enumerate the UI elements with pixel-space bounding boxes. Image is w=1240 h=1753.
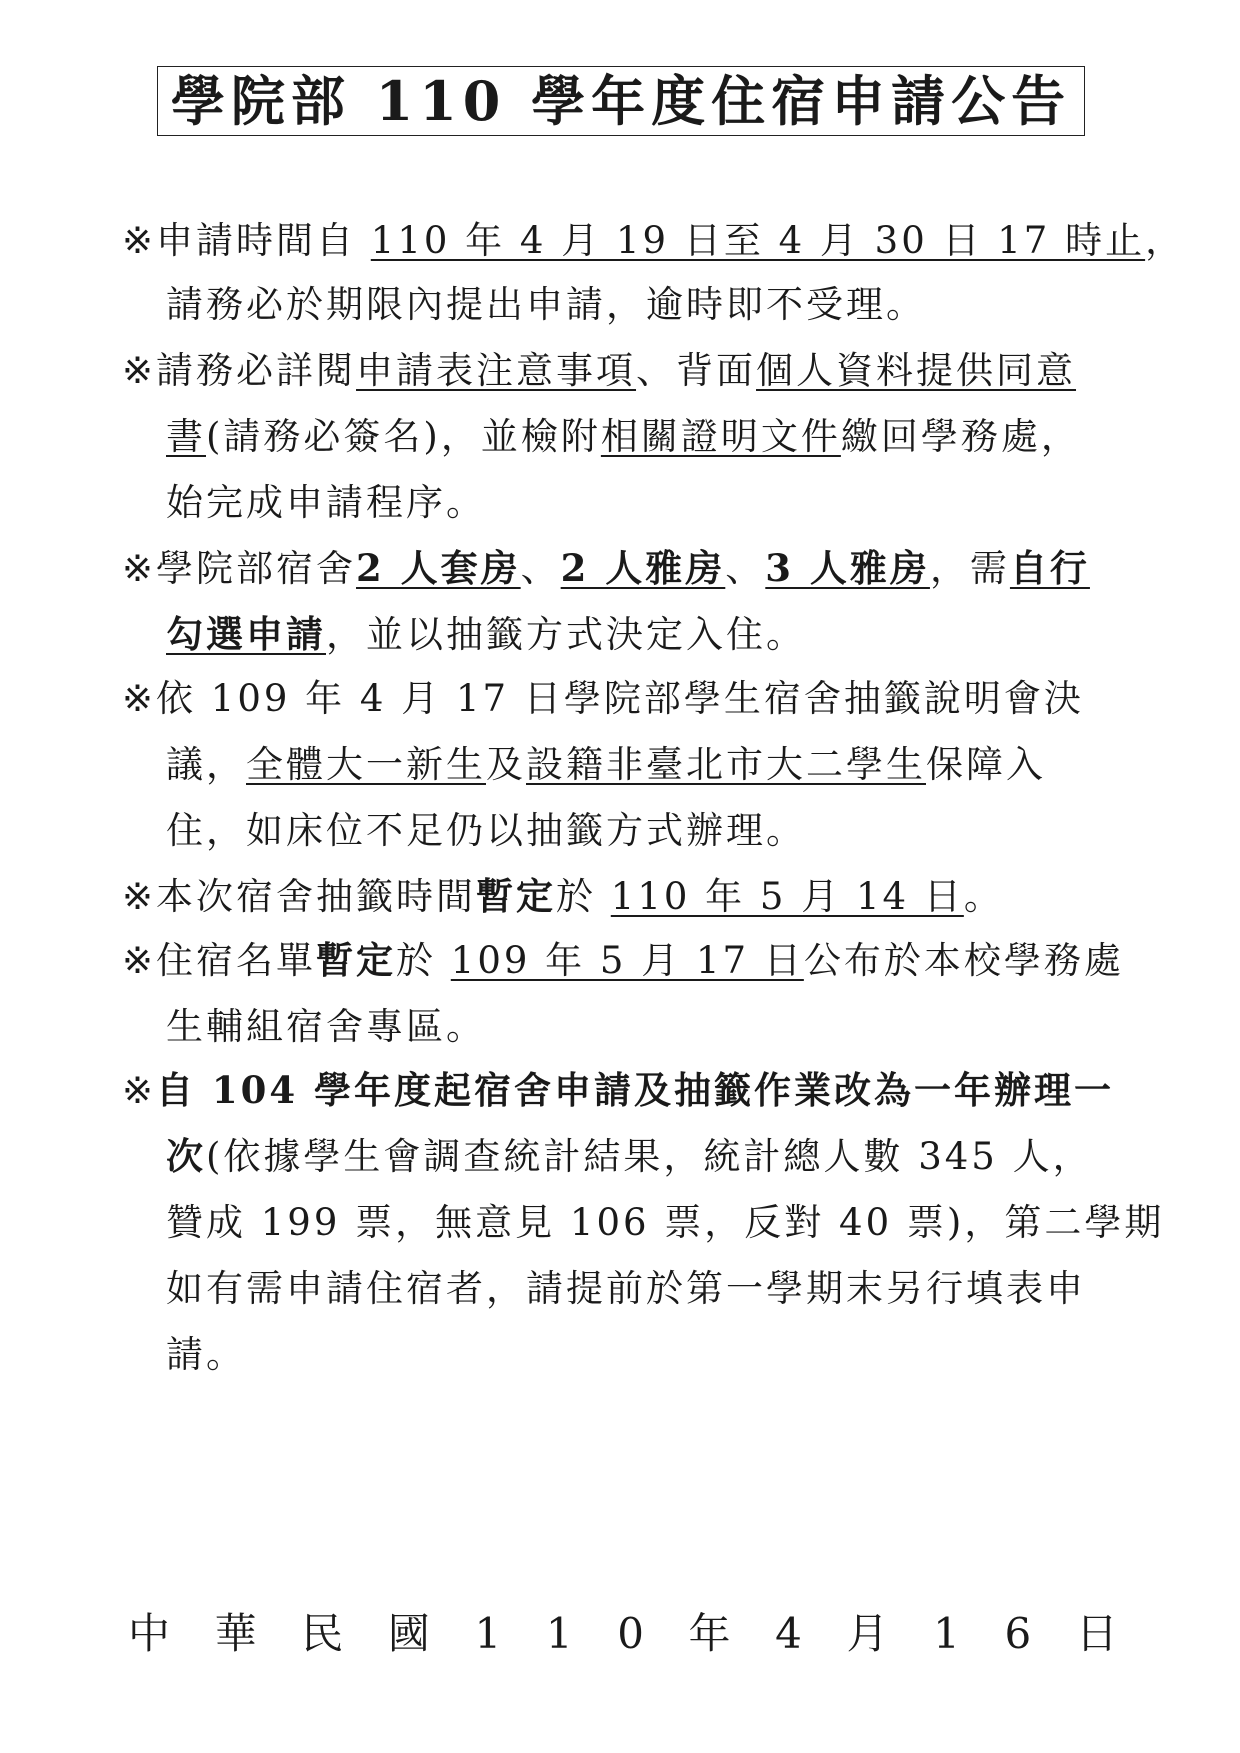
date-char: 民 bbox=[301, 1609, 344, 1658]
reference-mark: ※ bbox=[122, 677, 157, 720]
date-char: 1 bbox=[545, 1609, 573, 1658]
reference-mark: ※ bbox=[122, 875, 157, 918]
item-4-line-2 bbox=[166, 743, 1046, 786]
item-7-line-2 bbox=[166, 1134, 1093, 1178]
item-6-line-2 bbox=[166, 1005, 486, 1048]
text-segment: 、 bbox=[725, 547, 766, 590]
reference-mark: ※ bbox=[122, 349, 157, 392]
text-segment: 生輔組宿舍專區。 bbox=[166, 1005, 486, 1048]
text-segment: 。 bbox=[963, 875, 1004, 918]
item-2-line-1 bbox=[122, 349, 1077, 392]
text-segment: 及 bbox=[486, 743, 526, 786]
bold-text: 次 bbox=[166, 1134, 206, 1178]
text-segment: 贊成 199 票，無意見 106 票，反對 40 票)，第二學期 bbox=[166, 1201, 1165, 1244]
text-segment: 議， bbox=[166, 743, 246, 786]
text-segment: 依 109 年 4 月 17 日學院部學生宿舍抽籤說明會決 bbox=[156, 677, 1084, 720]
text-segment: 學院部宿舍 bbox=[156, 547, 357, 590]
text-segment: 本次宿舍抽籤時間 bbox=[156, 875, 477, 918]
text-segment: 住宿名單 bbox=[156, 939, 317, 982]
item-7-line-5 bbox=[166, 1333, 246, 1376]
item-6-line-1 bbox=[122, 938, 1124, 982]
text-segment: ，並以抽籤方式決定入住。 bbox=[326, 613, 806, 656]
item-3-line-2 bbox=[166, 612, 806, 656]
reference-mark: ※ bbox=[122, 547, 157, 590]
underlined-text: 書 bbox=[166, 415, 206, 458]
item-7-line-1 bbox=[122, 1068, 1115, 1112]
text-segment: 於 bbox=[396, 939, 451, 982]
reference-mark: ※ bbox=[122, 219, 157, 262]
reference-mark: ※ bbox=[122, 1069, 157, 1112]
title-box bbox=[157, 66, 1085, 136]
date-char: 月 bbox=[846, 1609, 889, 1658]
date-char: 4 bbox=[775, 1609, 802, 1658]
date-char: 中 bbox=[128, 1609, 171, 1658]
date-char: 華 bbox=[214, 1609, 257, 1658]
item-7-line-3 bbox=[166, 1201, 1165, 1244]
date-char: 6 bbox=[1004, 1609, 1032, 1658]
underlined-text: 2 人套房 bbox=[356, 546, 521, 590]
underlined-text: 2 人雅房 bbox=[560, 546, 726, 590]
text-segment: 請務必詳閱 bbox=[156, 349, 357, 392]
underlined-text: 相關證明文件 bbox=[600, 415, 841, 458]
text-segment: (請務必簽名)，並檢附 bbox=[206, 415, 601, 458]
item-3-line-1 bbox=[122, 546, 1090, 590]
date-char: 年 bbox=[688, 1609, 731, 1658]
text-segment: 住，如床位不足仍以抽籤方式辦理。 bbox=[166, 809, 806, 852]
item-1-line-2 bbox=[166, 283, 926, 326]
bold-text: 暫定 bbox=[476, 874, 557, 918]
text-segment: 於 bbox=[556, 875, 611, 918]
underlined-text: 110 年 5 月 14 日 bbox=[610, 875, 964, 918]
underlined-text: 勾選申請 bbox=[166, 612, 326, 656]
text-segment: 始完成申請程序。 bbox=[166, 481, 486, 524]
underlined-text: 申請表注意事項 bbox=[356, 349, 637, 392]
underlined-text: 個人資料提供同意 bbox=[756, 349, 1077, 392]
date-char: 0 bbox=[617, 1609, 644, 1658]
item-2-line-2 bbox=[166, 415, 1081, 458]
underlined-text: 110 年 4 月 19 日至 4 月 30 日 17 時止 bbox=[370, 219, 1146, 262]
page-title: 學院部 110 學年度住宿申請公告 bbox=[170, 69, 1072, 133]
item-5-line-1 bbox=[122, 874, 1004, 918]
item-2-line-3 bbox=[166, 481, 486, 524]
underlined-text: 自行 bbox=[1009, 546, 1090, 590]
text-segment: 公布於本校學務處 bbox=[803, 939, 1124, 982]
text-segment: ， bbox=[1145, 219, 1186, 262]
text-segment: 請務必於期限內提出申請，逾時即不受理。 bbox=[166, 283, 926, 326]
reference-mark: ※ bbox=[122, 939, 157, 982]
text-segment: 請。 bbox=[166, 1333, 246, 1376]
item-1-line-1 bbox=[122, 219, 1186, 262]
text-segment: (依據學生會調查統計結果，統計總人數 345 人， bbox=[206, 1135, 1093, 1178]
text-segment: 保障入 bbox=[926, 743, 1046, 786]
text-segment: 申請時間自 bbox=[156, 219, 371, 262]
text-segment: ，需 bbox=[929, 547, 1010, 590]
item-4-line-3 bbox=[166, 809, 806, 852]
text-segment: 繳回學務處， bbox=[840, 415, 1081, 458]
underlined-text: 全體大一新生 bbox=[246, 743, 486, 786]
date-signature bbox=[128, 1609, 1118, 1658]
item-4-line-1 bbox=[122, 677, 1084, 720]
text-segment: 、背面 bbox=[636, 349, 757, 392]
date-char: 日 bbox=[1075, 1609, 1118, 1658]
text-segment: 、 bbox=[520, 547, 561, 590]
item-7-line-4 bbox=[166, 1267, 1086, 1310]
underlined-text: 設籍非臺北市大二學生 bbox=[526, 743, 926, 786]
bold-text: 自 104 學年度起宿舍申請及抽籤作業改為一年辦理一 bbox=[156, 1068, 1115, 1112]
bold-text: 暫定 bbox=[316, 938, 397, 982]
text-segment: 如有需申請住宿者，請提前於第一學期末另行填表申 bbox=[166, 1267, 1086, 1310]
date-char: 國 bbox=[387, 1609, 430, 1658]
date-char: 1 bbox=[474, 1609, 502, 1658]
underlined-text: 3 人雅房 bbox=[765, 546, 930, 590]
underlined-text: 109 年 5 月 17 日 bbox=[450, 939, 804, 982]
date-char: 1 bbox=[933, 1609, 960, 1658]
